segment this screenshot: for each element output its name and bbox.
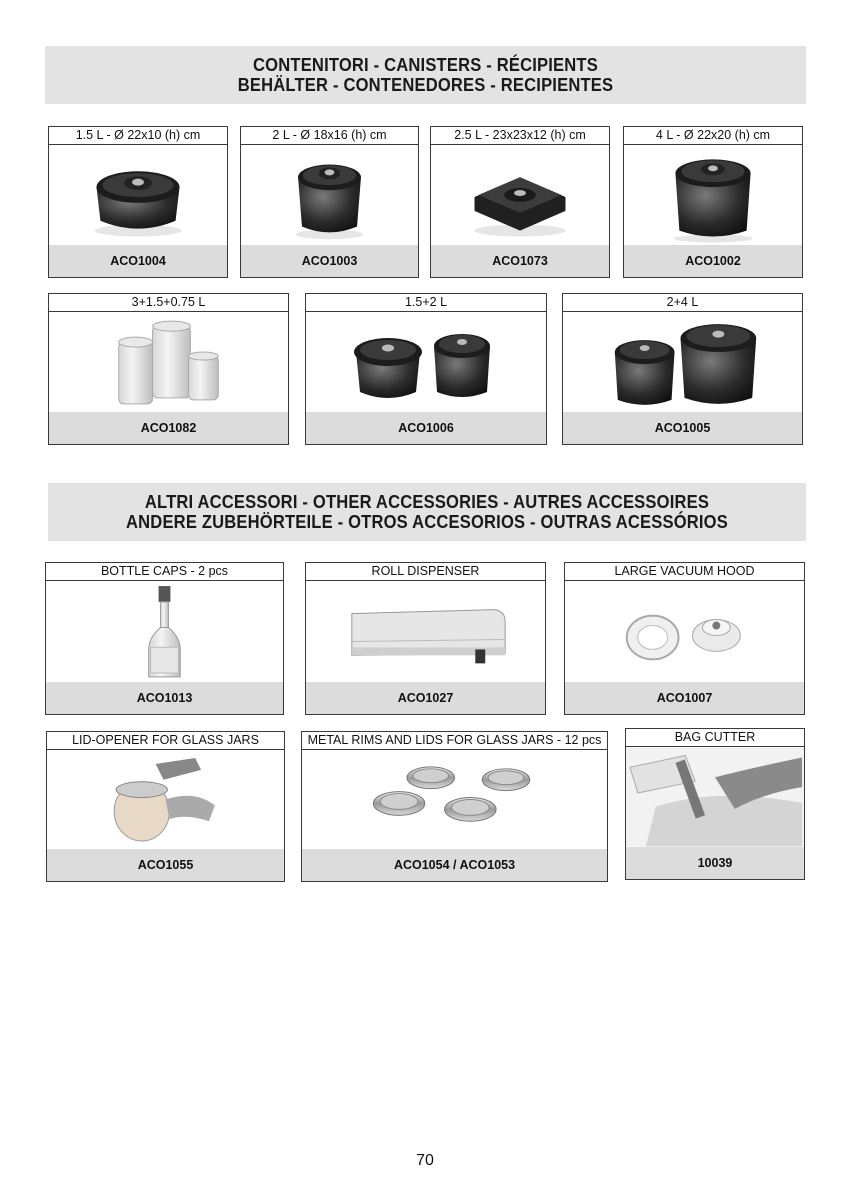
accessory-name-label: ROLL DISPENSER	[306, 563, 545, 581]
product-code: ACO1004	[49, 245, 227, 277]
accessories-title-line1: ALTRI ACCESSORI - OTHER ACCESSORIES - AUTRES ACCESSOIRES	[144, 492, 710, 512]
canister-card-aco1006	[305, 293, 547, 445]
product-code: ACO1055	[47, 849, 284, 881]
accessory-card-10039	[625, 728, 805, 880]
page-number: 70	[416, 1152, 434, 1169]
canister-size-label: 2+4 L	[563, 294, 802, 312]
accessory-card-aco1007	[564, 562, 805, 715]
canister-card-aco1003	[240, 126, 419, 278]
canister-round-image	[49, 145, 227, 245]
bottle-cap-image	[46, 581, 283, 682]
accessory-card-aco1055	[46, 731, 285, 882]
canisters-title-line2: BEHÄLTER - CONTENEDORES - RECIPIENTES	[237, 75, 614, 95]
canister-pair-image	[563, 312, 802, 412]
canister-size-label: 4 L - Ø 22x20 (h) cm	[624, 127, 802, 145]
product-code: 10039	[626, 847, 804, 879]
canister-card-aco1002	[623, 126, 803, 278]
canisters-banner	[45, 46, 806, 104]
product-code: ACO1073	[431, 245, 609, 277]
accessories-banner	[48, 483, 806, 541]
product-code: ACO1003	[241, 245, 418, 277]
canisters-title-line1: CONTENITORI - CANISTERS - RÉCIPIENTS	[253, 55, 598, 75]
canister-size-label: 2.5 L - 23x23x12 (h) cm	[431, 127, 609, 145]
canister-size-label: 1.5+2 L	[306, 294, 546, 312]
accessory-name-label: LARGE VACUUM HOOD	[565, 563, 804, 581]
metal-lids-image	[302, 750, 607, 849]
accessory-card-aco1027	[305, 562, 546, 715]
product-code: ACO1006	[306, 412, 546, 444]
roll-dispenser-image	[306, 581, 545, 682]
canister-large-image	[624, 145, 802, 245]
canister-square-image	[431, 145, 609, 245]
accessories-title-line2: ANDERE ZUBEHÖRTEILE - OTROS ACCESORIOS - OUTRAS ACESSÓRIOS	[126, 512, 728, 532]
canister-card-aco1082	[48, 293, 289, 445]
bag-cutter-image	[626, 747, 804, 847]
product-code: ACO1027	[306, 682, 545, 714]
glass-canister-set-image	[49, 312, 288, 412]
product-code: ACO1002	[624, 245, 802, 277]
accessory-card-aco1054-aco1053	[301, 731, 608, 882]
accessory-name-label: METAL RIMS AND LIDS FOR GLASS JARS - 12 pcs	[302, 732, 607, 750]
accessory-card-aco1013	[45, 562, 284, 715]
canister-card-aco1004	[48, 126, 228, 278]
canister-pair-image	[306, 312, 546, 412]
accessory-name-label: LID-OPENER FOR GLASS JARS	[47, 732, 284, 750]
accessory-name-label: BOTTLE CAPS - 2 pcs	[46, 563, 283, 581]
product-code: ACO1082	[49, 412, 288, 444]
canister-size-label: 1.5 L - Ø 22x10 (h) cm	[49, 127, 227, 145]
vacuum-hood-image	[565, 581, 804, 682]
lid-opener-image	[47, 750, 284, 849]
canister-size-label: 3+1.5+0.75 L	[49, 294, 288, 312]
product-code: ACO1013	[46, 682, 283, 714]
canister-size-label: 2 L - Ø 18x16 (h) cm	[241, 127, 418, 145]
canister-tall-image	[241, 145, 418, 245]
canister-card-aco1073	[430, 126, 610, 278]
canister-card-aco1005	[562, 293, 803, 445]
product-code: ACO1005	[563, 412, 802, 444]
product-code: ACO1007	[565, 682, 804, 714]
product-code: ACO1054 / ACO1053	[302, 849, 607, 881]
accessory-name-label: BAG CUTTER	[626, 729, 804, 747]
